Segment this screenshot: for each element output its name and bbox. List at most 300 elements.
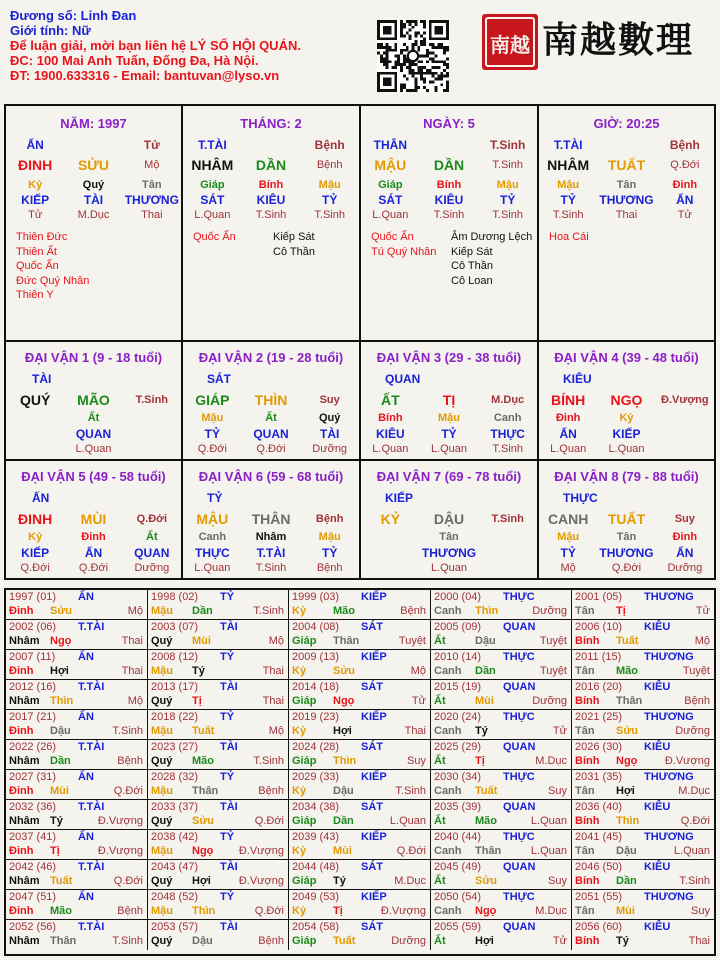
year-cell[interactable]	[572, 740, 714, 770]
life-stage: Q.Đới	[254, 815, 284, 827]
ten-god-label: THỰC	[563, 491, 598, 505]
heavenly-stem: NHÂM	[191, 157, 234, 173]
year-header-row	[289, 591, 430, 605]
earthly-branch: Mùi	[50, 785, 69, 797]
year-cell[interactable]	[289, 740, 431, 770]
year-cell[interactable]	[289, 920, 431, 950]
ten-god-label	[597, 138, 655, 152]
ten-god-label: KIẾP	[361, 711, 387, 723]
hidden-stem: Kỷ	[619, 412, 634, 424]
hidden-god: THƯƠNG	[124, 193, 179, 207]
ten-god-label: THÂN	[373, 138, 407, 152]
year-label: 2000 (04)	[434, 591, 482, 603]
year-label: 2004 (08)	[292, 621, 340, 633]
heavenly-stem: NHÂM	[547, 157, 590, 173]
year-header-row	[572, 591, 714, 605]
year-label: 2051 (55)	[575, 891, 623, 903]
pillar-cell	[6, 106, 183, 342]
life-stage: T.Sinh	[255, 562, 287, 574]
life-stage: Suy	[319, 394, 340, 406]
life-stage: Dưỡng	[134, 562, 170, 574]
life-stage: Tuyệt	[539, 665, 567, 677]
year-cell[interactable]	[431, 830, 572, 860]
year-label: 2055 (59)	[434, 921, 482, 933]
year-cell[interactable]	[572, 920, 714, 950]
heavenly-stem: Giáp	[292, 935, 317, 947]
year-cell[interactable]	[289, 770, 431, 800]
ten-god-label: ẤN	[78, 831, 94, 843]
year-cell[interactable]	[148, 920, 289, 950]
life-stage: Mộ	[410, 665, 426, 677]
life-stage: L.Quan	[608, 443, 645, 455]
year-stem-branch-row	[431, 605, 571, 619]
life-stage: L.Quan	[673, 845, 710, 857]
life-stage: Q.Đới	[113, 785, 143, 797]
earthly-branch: Tị	[192, 695, 202, 707]
earthly-branch: Dậu	[616, 845, 637, 857]
year-header-row	[148, 771, 288, 785]
life-stage: M.Dục	[535, 755, 567, 767]
year-header-row	[148, 891, 288, 905]
heavenly-stem: Giáp	[292, 875, 317, 887]
life-stage: Bệnh	[117, 905, 143, 917]
hidden-stems-row	[183, 412, 359, 424]
qr-code-icon[interactable]	[377, 20, 449, 92]
year-cell[interactable]	[148, 620, 289, 650]
year-cell[interactable]	[431, 710, 572, 740]
year-header-row	[289, 831, 430, 845]
year-stem-branch-row	[572, 635, 714, 649]
hidden-gods-row	[183, 193, 359, 207]
ten-god-label: ẤN	[78, 771, 94, 783]
earthly-branch: MÙI	[80, 511, 107, 527]
year-cell[interactable]	[148, 860, 289, 890]
ten-god-label: SÁT	[361, 681, 383, 693]
heavenly-stem: Canh	[434, 845, 462, 857]
year-cell[interactable]	[289, 830, 431, 860]
earthly-branch: Ngọ	[616, 755, 638, 767]
pillar-stem-branch-row	[183, 157, 359, 173]
earthly-branch: Dần	[616, 875, 637, 887]
year-cell[interactable]	[572, 590, 714, 620]
heavenly-stem: Kỷ	[292, 605, 307, 617]
year-cell[interactable]	[148, 740, 289, 770]
brand-logo: 南越數理	[542, 19, 695, 61]
life-stage: Q.Đới	[20, 562, 50, 574]
life-stage: Thai	[262, 695, 284, 707]
year-cell[interactable]	[289, 620, 431, 650]
year-cell[interactable]	[572, 860, 714, 890]
year-header-row	[572, 861, 714, 875]
hidden-stems-row	[6, 531, 181, 543]
year-cell[interactable]	[148, 800, 289, 830]
dai-van-cell	[361, 461, 539, 578]
hidden-god: THỰC	[195, 546, 230, 560]
hidden-stem	[656, 412, 714, 424]
year-stem-branch-row	[289, 785, 430, 799]
heavenly-stem: Canh	[434, 605, 462, 617]
year-cell[interactable]	[6, 890, 148, 920]
year-cell[interactable]	[431, 680, 572, 710]
life-stage: Thai	[615, 209, 638, 221]
year-cell[interactable]	[431, 620, 572, 650]
year-stem-branch-row	[289, 935, 430, 949]
year-cell[interactable]	[6, 620, 148, 650]
earthly-branch: THÌN	[254, 392, 288, 408]
hidden-stem: Đinh	[672, 531, 698, 543]
life-stage: Dưỡng	[532, 695, 567, 707]
dai-van-title: ĐẠI VẬN 1 (9 - 18 tuổi)	[24, 350, 163, 365]
hidden-god: THỰC	[490, 427, 525, 441]
life-stage: Q.Đới	[254, 905, 284, 917]
year-cell[interactable]	[289, 800, 431, 830]
year-label: 2031 (35)	[575, 771, 623, 783]
year-label: 2018 (22)	[151, 711, 199, 723]
year-cell[interactable]	[148, 710, 289, 740]
earthly-branch: Tị	[616, 605, 626, 617]
star-item: Tú Quý Nhân	[371, 245, 437, 258]
life-stage: L.Quan	[75, 443, 112, 455]
life-stage-row	[361, 562, 537, 574]
earthly-branch: Hợi	[50, 665, 69, 677]
ten-god-label: QUAN	[503, 621, 536, 633]
year-label: 2005 (09)	[434, 621, 482, 633]
year-header-row	[572, 801, 714, 815]
ten-god-label: Tử	[143, 138, 160, 152]
life-stage-row	[539, 443, 714, 455]
hidden-stems-row	[6, 179, 181, 191]
year-label: 2034 (38)	[292, 801, 340, 813]
life-stage: Đ.Vượng	[380, 905, 426, 917]
year-header-row	[6, 861, 147, 875]
dai-van-cell	[6, 461, 183, 578]
pillar-title: THÁNG: 2	[240, 116, 302, 131]
year-stem-branch-row	[431, 725, 571, 739]
year-stem-branch-row	[148, 905, 288, 919]
year-cell[interactable]	[431, 650, 572, 680]
year-cell[interactable]	[289, 680, 431, 710]
life-stage: Tử	[411, 695, 426, 707]
heavenly-stem: Quý	[151, 755, 173, 767]
heavenly-stem: Mậu	[151, 725, 173, 737]
year-cell[interactable]	[6, 590, 148, 620]
year-header-row	[6, 771, 147, 785]
year-cell[interactable]	[289, 890, 431, 920]
earthly-branch: Sửu	[475, 875, 498, 887]
star-item: Thiên Ất	[16, 245, 57, 258]
hidden-god: TỶ	[322, 193, 338, 207]
year-cell[interactable]	[6, 740, 148, 770]
ten-god-label	[64, 138, 122, 152]
life-stage: Bệnh	[400, 605, 426, 617]
heavenly-stem: MẬU	[196, 511, 229, 527]
life-stage: L.Quan	[550, 443, 587, 455]
earthly-branch: Sửu	[333, 665, 356, 677]
year-header-row	[289, 861, 430, 875]
year-label: 2021 (25)	[575, 711, 623, 723]
year-cell[interactable]	[148, 590, 289, 620]
year-stem-branch-row	[6, 725, 147, 739]
earthly-branch: Dậu	[333, 785, 354, 797]
life-stage: Q.Đới	[136, 513, 168, 525]
year-cell[interactable]	[6, 650, 148, 680]
heavenly-stem: Đinh	[9, 725, 34, 737]
dai-van-cell	[6, 342, 183, 461]
year-label: 2030 (34)	[434, 771, 482, 783]
life-stage: Tử	[552, 725, 567, 737]
year-cell[interactable]	[572, 770, 714, 800]
life-stage: M.Dục	[394, 875, 426, 887]
life-stage: L.Quan	[530, 845, 567, 857]
heavenly-stem: Mậu	[151, 785, 173, 797]
ten-god-label: ẤN	[78, 591, 94, 603]
hidden-gods-row	[539, 427, 714, 441]
year-stem-branch-row	[6, 785, 147, 799]
life-stage: Q.Đới	[256, 443, 286, 455]
year-cell[interactable]	[431, 860, 572, 890]
year-header-row	[6, 891, 147, 905]
hidden-stems-row	[183, 179, 359, 191]
hidden-god: TÀI	[320, 427, 340, 441]
earthly-branch: Thìn	[616, 815, 640, 827]
hidden-gods-row	[361, 427, 537, 441]
year-label: 2049 (53)	[292, 891, 340, 903]
heavenly-stem: Giáp	[292, 815, 317, 827]
earthly-branch: TUẤT	[607, 157, 646, 173]
pillar-cell	[539, 106, 714, 342]
heavenly-stem: Quý	[151, 815, 173, 827]
earthly-branch: DẦN	[433, 157, 465, 173]
year-stem-branch-row	[572, 935, 714, 949]
star-item: Hoa Cái	[549, 231, 589, 243]
earthly-branch: Ngọ	[50, 635, 72, 647]
life-stage: M.Dục	[678, 785, 710, 797]
star-item: Quốc Ấn	[371, 231, 414, 243]
year-label: 2010 (14)	[434, 651, 482, 663]
ten-god-label: THỰC	[503, 891, 535, 903]
dai-van-stem-branch-row	[361, 511, 537, 527]
hidden-stem: Tân	[142, 179, 162, 191]
earthly-branch: Thìn	[333, 755, 357, 767]
year-label: 2020 (24)	[434, 711, 482, 723]
year-label: 2047 (51)	[9, 891, 57, 903]
heavenly-stem: Tân	[575, 605, 595, 617]
year-cell[interactable]	[6, 860, 148, 890]
year-stem-branch-row	[572, 665, 714, 679]
year-cell[interactable]	[431, 590, 572, 620]
year-cell[interactable]	[289, 710, 431, 740]
hidden-stem: Giáp	[200, 179, 225, 191]
year-label: 2014 (18)	[292, 681, 340, 693]
year-cell[interactable]	[572, 620, 714, 650]
life-stage-row	[361, 209, 537, 221]
year-stem-branch-row	[148, 635, 288, 649]
hidden-stems-row	[539, 531, 714, 543]
year-label: 2029 (33)	[292, 771, 340, 783]
life-stage: Bệnh	[315, 513, 344, 525]
year-cell[interactable]	[431, 800, 572, 830]
year-cell[interactable]	[572, 710, 714, 740]
year-cell[interactable]	[431, 920, 572, 950]
year-cell[interactable]	[431, 770, 572, 800]
hidden-stem: Tân	[616, 531, 637, 543]
ten-god-label: ẤN	[78, 891, 94, 903]
hidden-god: T.TÀI	[256, 546, 286, 560]
year-cell[interactable]	[148, 890, 289, 920]
heavenly-stem: Nhâm	[9, 695, 40, 707]
year-header-row	[289, 771, 430, 785]
hidden-stem: Mậu	[557, 179, 580, 191]
star-item: Thiên Đức	[16, 231, 68, 243]
year-cell[interactable]	[431, 890, 572, 920]
year-cell[interactable]	[6, 770, 148, 800]
pillar-title: GIỜ: 20:25	[593, 116, 660, 131]
life-stage: T.Sinh	[492, 159, 523, 171]
earthly-branch: Tý	[616, 935, 629, 947]
year-stem-branch-row	[6, 815, 147, 829]
year-header-row	[572, 831, 714, 845]
year-stem-branch-row	[431, 755, 571, 769]
hidden-stems-row	[361, 412, 537, 424]
year-header-row	[148, 651, 288, 665]
ten-god-label: T.TÀI	[78, 621, 105, 633]
year-label: 2042 (46)	[9, 861, 57, 873]
life-stage: Tử	[695, 605, 710, 617]
dai-van-cell	[539, 461, 714, 578]
year-cell[interactable]	[148, 680, 289, 710]
life-stage: Dưỡng	[675, 725, 710, 737]
hidden-stems-row	[361, 531, 537, 543]
year-cell[interactable]	[148, 650, 289, 680]
header-line[interactable]: ĐT: 1900.633316 - Email: bantuvan@lyso.vn	[10, 68, 280, 83]
year-label: 2052 (56)	[9, 921, 57, 933]
heavenly-stem: Kỷ	[292, 905, 307, 917]
life-stage-row	[183, 209, 359, 221]
heavenly-stem: Ất	[434, 695, 446, 707]
heavenly-stem: Đinh	[9, 845, 34, 857]
ten-god-label: THƯƠNG	[644, 891, 694, 903]
year-header-row	[148, 801, 288, 815]
year-cell[interactable]	[6, 830, 148, 860]
life-stage: T.Sinh	[253, 605, 284, 617]
earthly-branch: Tị	[475, 755, 485, 767]
year-cell[interactable]	[6, 800, 148, 830]
ten-god-label: TÀI	[220, 681, 238, 693]
hidden-stem: Tân	[616, 179, 637, 191]
year-label: 2050 (54)	[434, 891, 482, 903]
life-stage	[478, 562, 537, 574]
ten-god-label: TÀI	[220, 741, 238, 753]
life-stage	[123, 443, 181, 455]
earthly-branch: Dậu	[475, 635, 496, 647]
ten-god-label: KIẾP	[361, 771, 387, 783]
earthly-branch: Dần	[475, 665, 496, 677]
pillar-god-row	[539, 138, 714, 152]
header-line: Để luận giải, mời bạn liên hệ LÝ SỐ HỘI QUÁN.	[10, 38, 301, 53]
year-stem-branch-row	[6, 635, 147, 649]
year-stem-branch-row	[6, 695, 147, 709]
earthly-branch: Dần	[333, 815, 354, 827]
hidden-stem: Mậu	[318, 179, 341, 191]
other-stars	[273, 230, 315, 259]
year-cell[interactable]	[572, 890, 714, 920]
hidden-stem: Quý	[82, 179, 105, 191]
life-stage: Thai	[262, 665, 284, 677]
earthly-branch: Mão	[333, 605, 355, 617]
hidden-god: TỶ	[560, 193, 576, 207]
year-cell[interactable]	[6, 680, 148, 710]
year-cell[interactable]	[148, 770, 289, 800]
year-header-row	[572, 921, 714, 935]
ten-god-label: QUAN	[503, 921, 536, 933]
earthly-branch: TỊ	[442, 392, 456, 408]
hidden-god: KIÊU	[376, 427, 405, 441]
heavenly-stem: QUÝ	[19, 392, 51, 408]
chart-header	[10, 8, 370, 98]
year-cell[interactable]	[289, 590, 431, 620]
hidden-stem: Giáp	[378, 179, 403, 191]
year-cell[interactable]	[431, 740, 572, 770]
year-cell[interactable]	[289, 860, 431, 890]
year-header-row	[572, 621, 714, 635]
year-cell[interactable]	[6, 920, 148, 950]
ten-god-label: KIẾP	[361, 831, 387, 843]
year-cell[interactable]	[572, 650, 714, 680]
dai-van-stem-branch-row	[6, 392, 181, 408]
year-stem-branch-row	[6, 905, 147, 919]
earthly-branch: Thân	[475, 845, 502, 857]
year-cell[interactable]	[572, 830, 714, 860]
year-cell[interactable]	[289, 650, 431, 680]
ten-god-label: THƯƠNG	[644, 651, 694, 663]
life-stage: Tuyệt	[398, 635, 426, 647]
heavenly-stem: Nhâm	[9, 755, 40, 767]
earthly-branch: Tị	[50, 845, 60, 857]
star-item: Âm Dương Lệch	[451, 231, 533, 243]
year-cell[interactable]	[148, 830, 289, 860]
year-header-row	[6, 921, 147, 935]
hidden-stem: Ất	[87, 412, 100, 424]
life-stage: L.Quan	[430, 562, 468, 574]
year-stem-branch-row	[289, 725, 430, 739]
dai-van-stem-branch-row	[183, 511, 359, 527]
year-stem-branch-row	[572, 605, 714, 619]
ten-god-label: T.TÀI	[78, 681, 105, 693]
hidden-stem	[478, 531, 537, 543]
dai-van-title: ĐẠI VẬN 8 (79 - 88 tuổi)	[554, 469, 699, 484]
life-stage: L.Quan	[389, 815, 426, 827]
life-stage: Đ.Vượng	[661, 394, 709, 406]
earthly-branch: Hợi	[333, 725, 352, 737]
year-header-row	[289, 741, 430, 755]
life-stage-row	[183, 562, 359, 574]
year-cell[interactable]	[6, 710, 148, 740]
life-stage: L.Quan	[194, 562, 231, 574]
year-label: 2048 (52)	[151, 891, 199, 903]
year-stem-branch-row	[289, 875, 430, 889]
earthly-branch: MÃO	[77, 392, 110, 408]
header-line: ĐC: 100 Mai Anh Tuấn, Đống Đa, Hà Nội.	[10, 53, 259, 68]
year-stem-branch-row	[572, 695, 714, 709]
year-stem-branch-row	[148, 665, 288, 679]
ten-god-label: ẤN	[26, 138, 44, 152]
ten-god-label: QUAN	[503, 741, 536, 753]
hidden-gods-row	[6, 427, 181, 441]
dai-van-cell	[183, 342, 361, 461]
year-cell[interactable]	[572, 680, 714, 710]
year-label: 2028 (32)	[151, 771, 199, 783]
year-cell[interactable]	[572, 800, 714, 830]
